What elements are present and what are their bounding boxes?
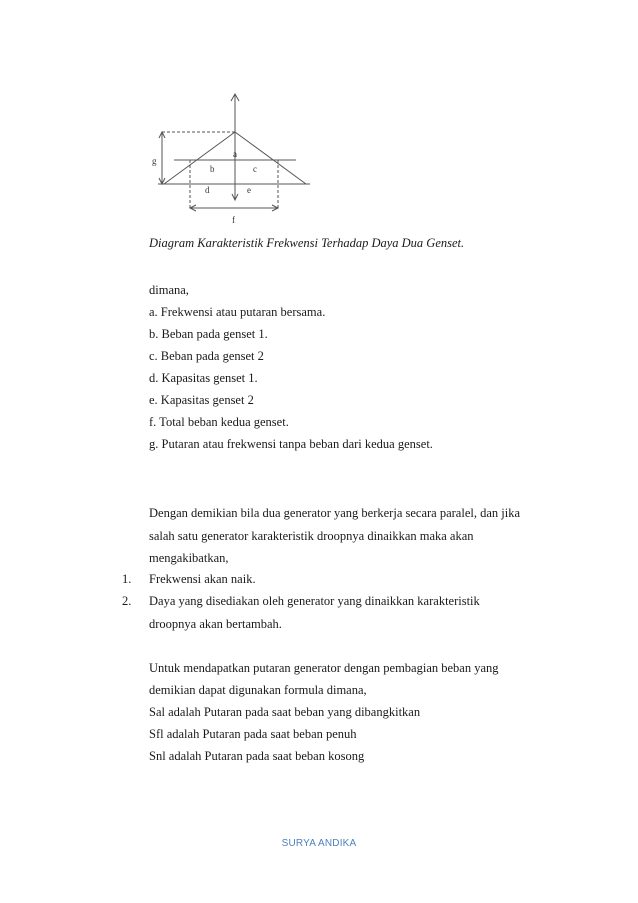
legend-item-a: a. Frekwensi atau putaran bersama. [149,305,326,319]
paragraph2-line-3: Sal adalah Putaran pada saat beban yang dibangkitkan [149,705,421,719]
paragraph1-line-3: mengakibatkan, [149,551,229,565]
list-item-2-line-2: droopnya akan bertambah. [149,617,282,631]
droop-line-genset-1 [164,132,235,184]
label-e: e [247,185,251,195]
legend-item-e: e. Kapasitas genset 2 [149,393,254,407]
label-a: a [233,149,237,159]
list-item-1-line-1: Frekwensi akan naik. [149,572,256,586]
legend-intro: dimana, [149,283,189,297]
list-number-1: 1. [122,572,132,586]
droop-line-genset-2 [235,132,306,184]
label-b: b [210,164,215,174]
paragraph2-line-2: demikian dapat digunakan formula dimana, [149,683,367,697]
label-c: c [253,164,257,174]
label-f: f [232,215,235,225]
diagram-caption: Diagram Karakteristik Frekwensi Terhadap Daya Dua Genset. [149,236,465,250]
diagram-svg [150,92,312,226]
frequency-power-diagram [150,92,312,226]
legend-item-f: f. Total beban kedua genset. [149,415,289,429]
legend-item-b: b. Beban pada genset 1. [149,327,268,341]
list-number-2: 2. [122,594,132,608]
paragraph1-line-2: salah satu generator karakteristik droopnya dinaikkan maka akan [149,529,474,543]
list-item-2-line-1: Daya yang disediakan oleh generator yang dinaikkan karakteristik [149,594,480,608]
page-footer: SURYA ANDIKA [281,838,357,849]
label-g: g [152,156,157,166]
paragraph2-line-1: Untuk mendapatkan putaran generator dengan pembagian beban yang [149,661,499,675]
paragraph2-line-4: Sfl adalah Putaran pada saat beban penuh [149,727,357,741]
paragraph1-line-1: Dengan demikian bila dua generator yang berkerja secara paralel, dan jika [149,506,521,520]
label-d: d [205,185,210,195]
legend-item-d: d. Kapasitas genset 1. [149,371,258,385]
legend-item-g: g. Putaran atau frekwensi tanpa beban dari kedua genset. [149,437,433,451]
legend-item-c: c. Beban pada genset 2 [149,349,264,363]
paragraph2-line-5: Snl adalah Putaran pada saat beban kosong [149,749,365,763]
